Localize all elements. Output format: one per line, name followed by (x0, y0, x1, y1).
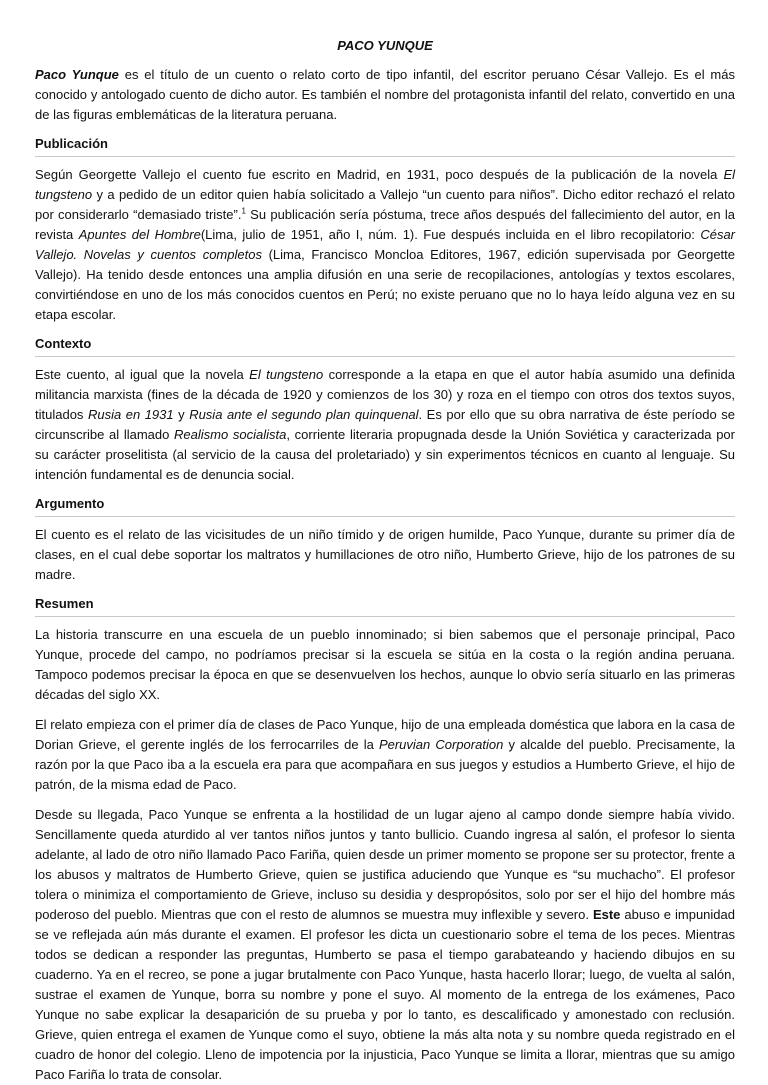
text-run: . Es por ello que su obra narrativa de éste período se circunscribe al llamado (35, 407, 735, 442)
argumento-paragraph: El cuento es el relato de las vicisitudes de un niño tímido y de origen humilde, Paco Yunque, durante su primer día de clases, en el cual debe soportar los maltratos y humillaciones de otro niño, Humberto Grieve, hijo de los patrones de su madre. (35, 527, 735, 582)
section-heading-argumento: Argumento (35, 495, 735, 517)
text-run: y alcalde del pueblo. Precisamente, la razón por la que Paco iba a la escuela era para que acompañara en sus juegos y estudios a Humberto Grieve, el hijo de patrón, de la misma edad de Paco. (35, 737, 735, 792)
text-run: Desde su llegada, Paco Yunque se enfrenta a la hostilidad de un lugar ajeno al campo donde siempre había vivido. Sencillamente queda aturdido al ver tantos niños juntos y tanto bullicio. Cuando ingresa al salón, el profesor lo sienta adelante, al lado de otro niño llamado Paco Fariña, quien desde un primer momento se propone ser su protector, frente a los abusos y maltratos de Humberto Grieve, quien se justifica aduciendo que Yunque es “su muchacho”. El profesor tolera o minimiza el comportamiento de Grieve, incluso su desidia y despropósitos, solo por ser el hijo del hombre más poderoso del pueblo. Mientras que con el resto de alumnos se muestra muy inflexible y severo. (35, 807, 735, 922)
section-heading-publicacion: Publicación (35, 135, 735, 157)
intro-text: es el título de un cuento o relato corto de tipo infantil, del escritor peruano César Vallejo. Es el más conocido y antologado cuento de dicho autor. Es también el nombre del protagonista infantil del relato, convertido en una de las figuras emblemáticas de la literatura peruana. (35, 67, 735, 122)
section-heading-resumen: Resumen (35, 595, 735, 617)
intro-name: Paco Yunque (35, 67, 119, 82)
resumen-paragraph-2 (35, 715, 735, 795)
text-run: abuso e impunidad se ve reflejada aún más durante el examen. El profesor les dicta un cuestionario sobre el tema de los peces. Mientras todos se dedican a responder las preguntas, Humberto se pasa el tiempo garabateando y haciendo dibujos en su cuaderno. Ya en el recreo, se pone a jugar brutalmente con Paco Yunque, hasta hacerlo llorar; luego, de vuelta al salón, sustrae el examen de Yunque, borra su nombre y pone el suyo. Al momento de la entrega de los exámenes, Paco Yunque no sabe explicar la desaparición de su prueba y por lo tanto, es descalificado y amonestado con reclusión. Grieve, quien entrega el examen de Yunque como el suyo, obtiene la más alta nota y su nombre queda registrado en el cuadro de honor del colegio. Lleno de impotencia por la injusticia, Paco Yunque se limita a llorar, mientras que su amigo Paco Fariña lo trata de consolar. (35, 907, 735, 1082)
work-title: César Vallejo. Novelas y cuentos completos (35, 227, 736, 262)
bold-word: Este (592, 907, 621, 922)
contexto-paragraph (35, 365, 735, 485)
footnote-ref[interactable]: 1 (241, 206, 246, 216)
text-run: corresponde a la etapa en que el autor había asumido una definida militancia marxista (fines de la década de 1920 y comienzos de los 30) y roza en el tiempo con otros dos textos suyos, titulados (35, 367, 736, 422)
intro-paragraph (35, 65, 735, 125)
publicacion-paragraph (35, 165, 735, 325)
text-run: El relato empieza con el primer día de clases de Paco Yunque, hijo de una empleada doméstica que labora en la casa de Dorian Grieve, el gerente inglés de los ferrocarriles de la (35, 717, 735, 752)
text-run: , corriente literaria propugnada desde la Unión Soviética y caracterizada por su carácter proselitista (al servicio de la causa del proletariado) y sin experimentos técnicos en cuanto al lenguaje. Su intención fundamental es de denuncia social. (35, 427, 735, 482)
resumen-paragraph-1: La historia transcurre en una escuela de un pueblo innominado; si bien sabemos que el personaje principal, Paco Yunque, procede del campo, no podríamos precisar si la escuela se sitúa en la costa o la región andina peruana. Tampoco podemos precisar la época en que se desenvuelven los hechos, aunque lo obvio sería situarlo en las primeras décadas del siglo XX. (35, 627, 735, 702)
work-title: Apuntes del Hombre (78, 227, 201, 242)
section-heading-contexto: Contexto (35, 335, 735, 357)
text-run: y (173, 407, 190, 422)
page-title: PACO YUNQUE (337, 38, 433, 53)
work-title: Rusia en 1931 (87, 407, 174, 422)
work-title: Rusia ante el segundo plan quinquenal (189, 407, 419, 422)
text-run: (Lima, julio de 1951, año I, núm. 1). Fue después incluida en el libro recopilatorio: (200, 227, 701, 242)
resumen-paragraph-3 (35, 805, 735, 1085)
work-title: El tungsteno (35, 167, 735, 202)
text-run: Su publicación sería póstuma, trece años después del fallecimiento del autor, en la revista (35, 207, 735, 242)
work-title: Peruvian Corporation (378, 737, 504, 752)
work-title: El tungsteno (249, 367, 324, 382)
text-run: y a pedido de un editor quien había solicitado a Vallejo “un cuento para niños”. Dicho editor rechazó el relato por considerarlo “demasiado triste”. (35, 187, 735, 222)
text-run: Este cuento, al igual que la novela (35, 367, 250, 382)
work-title: Realismo socialista (174, 427, 287, 442)
text-run: (Lima, Francisco Moncloa Editores, 1967, edición supervisada por Georgette Vallejo). Ha tenido desde entonces una amplia difusión en una serie de recopilaciones, antologías y textos escolares, convirtiéndose en uno de los más conocidos cuentos en Perú; no existe peruano que no lo haya leído alguna vez en su etapa escolar. (35, 247, 735, 322)
text-run: Según Georgette Vallejo el cuento fue escrito en Madrid, en 1931, poco después de la publicación de la novela (35, 167, 724, 182)
